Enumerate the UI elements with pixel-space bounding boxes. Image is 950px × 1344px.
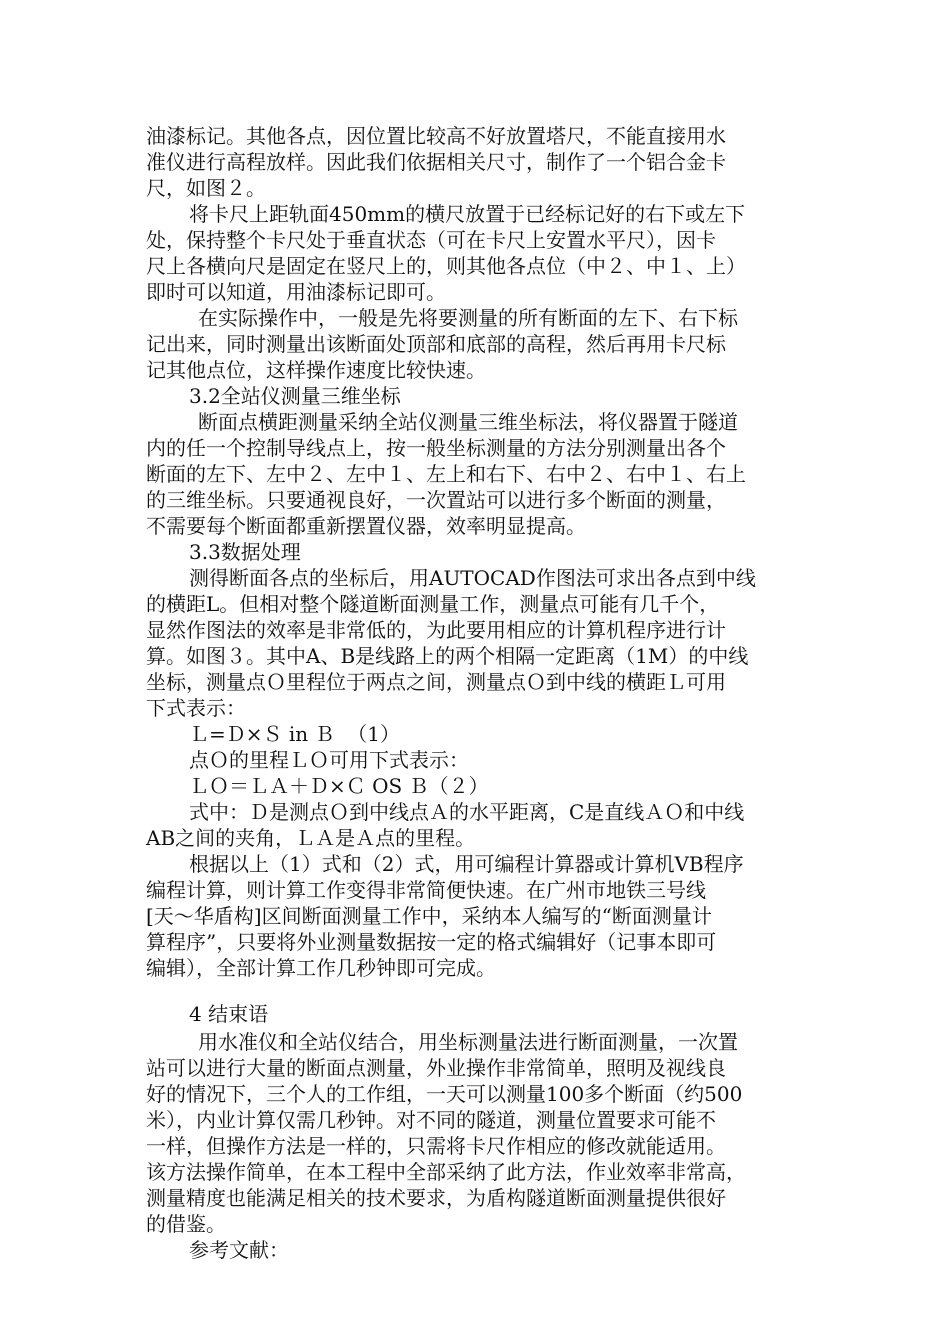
- text-line: 该方法操作简单，在本工程中全部采纳了此方法，作业效率非常高，: [146, 1160, 746, 1184]
- text-line: 即时可以知道，用油漆标记即可。: [146, 280, 446, 304]
- text-line: 坐标，测量点Ｏ里程位于两点之间，测量点Ｏ到中线的横距Ｌ可用: [146, 670, 726, 694]
- text-line: 油漆标记。其他各点，因位置比较高不好放置塔尺，不能直接用水: [146, 124, 726, 148]
- text-line: 一样，但操作方法是一样的，只需将卡尺作相应的修改就能适用。: [146, 1134, 726, 1158]
- text-line: 米），内业计算仅需几秒钟。对不同的隧道，测量位置要求可能不: [146, 1108, 716, 1132]
- section-heading: 3.2全站仪测量三维坐标: [189, 384, 401, 408]
- text-line: 编辑），全部计算工作几秒钟即可完成。: [146, 956, 496, 980]
- text-line: 算。如图３。其中A、B是线路上的两个相隔一定距离（1M）的中线: [146, 644, 749, 668]
- text-line: 处，保持整个卡尺处于垂直状态（可在卡尺上安置水平尺），因卡: [146, 228, 716, 252]
- text-line: [天～华盾构]区间断面测量工作中，采纳本人编写的“断面测量计: [146, 904, 712, 928]
- text-line: 的横距L。但相对整个隧道断面测量工作，测量点可能有几千个，: [146, 592, 720, 616]
- text-line: 站可以进行大量的断面点测量，外业操作非常简单，照明及视线良: [146, 1056, 726, 1080]
- section-heading: 4 结束语: [189, 1002, 269, 1026]
- references-heading: 参考文献：: [189, 1238, 289, 1262]
- text-line: 好的情况下，三个人的工作组，一天可以测量100多个断面（约500: [146, 1082, 743, 1106]
- text-line: 将卡尺上距轨面450mm的横尺放置于已经标记好的右下或左下: [189, 202, 746, 226]
- section-heading: 3.3数据处理: [189, 540, 301, 564]
- text-line: 记其他点位，这样操作速度比较快速。: [146, 358, 486, 382]
- text-line: 的借鉴。: [146, 1212, 226, 1236]
- text-line: 断面的左下、左中２、左中１、左上和右下、右中２、右中１、右上: [146, 462, 746, 486]
- formula-2: ＬＯ＝ＬＡ＋Ｄ×Ｃ OS Ｂ（２）: [189, 774, 489, 798]
- text-line: 断面点横距测量采纳全站仪测量三维坐标法，将仪器置于隧道: [198, 410, 738, 434]
- text-line: 在实际操作中，一般是先将要测量的所有断面的左下、右下标: [198, 306, 738, 330]
- text-line: 下式表示：: [146, 696, 246, 720]
- text-line: 测得断面各点的坐标后，用AUTOCAD作图法可求出各点到中线: [189, 566, 756, 590]
- text-line: 编程计算，则计算工作变得非常简便快速。在广州市地铁三号线: [146, 878, 706, 902]
- text-line: 测量精度也能满足相关的技术要求，为盾构隧道断面测量提供很好: [146, 1186, 726, 1210]
- text-line: 尺，如图２。: [146, 176, 266, 200]
- text-line: 式中：Ｄ是测点Ｏ到中线点Ａ的水平距离，C是直线ＡＯ和中线: [189, 800, 745, 824]
- text-line: 准仪进行高程放样。因此我们依据相关尺寸，制作了一个铝合金卡: [146, 150, 726, 174]
- text-line: AB之间的夹角，ＬＡ是Ａ点的里程。: [146, 826, 476, 850]
- text-line: 点Ｏ的里程ＬＯ可用下式表示：: [189, 748, 469, 772]
- formula-1: Ｌ=Ｄ×Ｓ in Ｂ （1）: [189, 722, 400, 746]
- text-line: 不需要每个断面都重新摆置仪器，效率明显提高。: [146, 514, 586, 538]
- text-line: 记出来，同时测量出该断面处顶部和底部的高程，然后再用卡尺标: [146, 332, 726, 356]
- text-line: 用水准仪和全站仪结合，用坐标测量法进行断面测量，一次置: [198, 1030, 738, 1054]
- text-line: 的三维坐标。只要通视良好，一次置站可以进行多个断面的测量，: [146, 488, 726, 512]
- text-line: 内的任一个控制导线点上，按一般坐标测量的方法分别测量出各个: [146, 436, 726, 460]
- text-line: 显然作图法的效率是非常低的，为此要用相应的计算机程序进行计: [146, 618, 726, 642]
- text-line: 根据以上（1）式和（2）式，用可编程计算器或计算机VB程序: [189, 852, 744, 876]
- text-line: 算程序”，只要将外业测量数据按一定的格式编辑好（记事本即可: [146, 930, 717, 954]
- text-line: 尺上各横向尺是固定在竖尺上的，则其他各点位（中２、中１、上）: [146, 254, 746, 278]
